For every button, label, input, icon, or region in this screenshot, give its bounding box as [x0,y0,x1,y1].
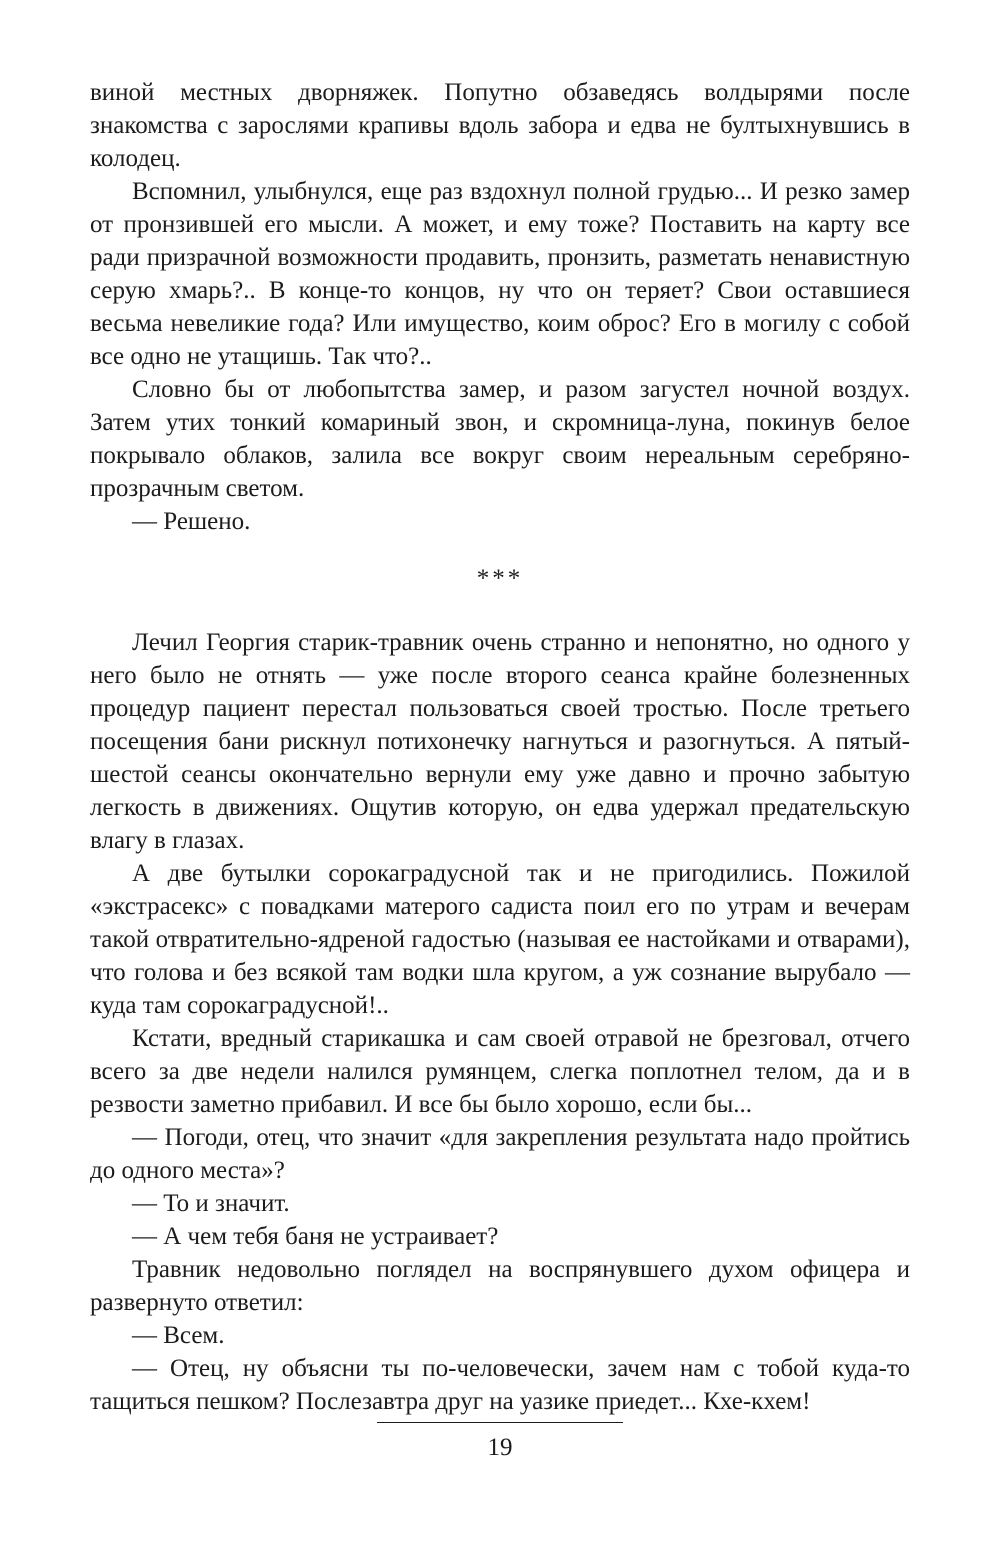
page-number: 19 [487,1434,513,1461]
paragraph-2: Вспомнил, улыбнулся, еще раз вздохнул полной грудью... И резко замер от пронзившей его мысли. А может, и ему тоже? Поставить на карту все ради призрачной возможности продавить, пронзить, разметать ненавистную серую хмарь?.. В конце-то концов, ну что он теряет? Свои оставшиеся весьма невеликие года? Или имущество, коим оброс? Его в могилу с собой все одно не утащишь. Так что?.. [90,178,910,370]
paragraph-8: Травник недовольно поглядел на воспрянувшего духом офицера и развернуто ответил: [90,1256,910,1316]
dialogue-line-4: — Всем. [132,1322,225,1349]
dialogue-line-1: — Погоди, отец, что значит «для закрепления результата надо пройтись до одного места»? [90,1124,910,1184]
page-body [90,76,910,1418]
paragraph-1: виной местных дворняжек. Попутно обзаведясь волдырями после знакомства с зарослями крапивы вдоль забора и едва не бултыхнувшись в колодец. [90,79,910,172]
paragraph-5: Лечил Георгия старик-травник очень странно и непонятно, но одного у него было не отнять — уже после второго сеанса крайне болезненных процедур пациент перестал пользоваться своей тростью. После третьего посещения бани рискнул потихонечку нагнуться и разогнуться. А пятый-шестой сеансы окончательно вернули ему уже давно и прочно забытую легкость в движениях. Ощутив которую, он едва удержал предательскую влагу в глазах. [90,629,910,854]
paragraph-6: А две бутылки сорокаградусной так и не пригодились. Пожилой «экстрасекс» с повадками матерого садиста поил его по утрам и вечерам такой отвратительно-ядреной гадостью (называя ее настойками и отварами), что голова и без всякой там водки шла кругом, а уж сознание вырубало — куда там сорокаградусной!.. [90,860,910,1019]
paragraph-4: — Решено. [132,508,251,535]
paragraph-3: Словно бы от любопытства замер, и разом загустел ночной воздух. Затем утих тонкий комариный звон, и скромница-луна, покинув белое покрывало облаков, залила все вокруг своим нереальным серебряно-прозрачным светом. [90,376,910,502]
dialogue-line-2: — То и значит. [132,1190,290,1217]
paragraph-7: Кстати, вредный старикашка и сам своей отравой не брезговал, отчего всего за две недели налился румянцем, слегка поплотнел телом, да и в резвости заметно прибавил. И все бы было хорошо, если бы... [90,1025,910,1118]
dialogue-line-3: — А чем тебя баня не устраивает? [132,1223,499,1250]
footer-rule [377,1422,623,1423]
section-separator: *** [476,565,524,592]
dialogue-line-5: — Отец, ну объясни ты по-человечески, зачем нам с тобой куда-то тащиться пешком? Послезавтра друг на уазике приедет... Кхе-кхем! [90,1355,910,1415]
